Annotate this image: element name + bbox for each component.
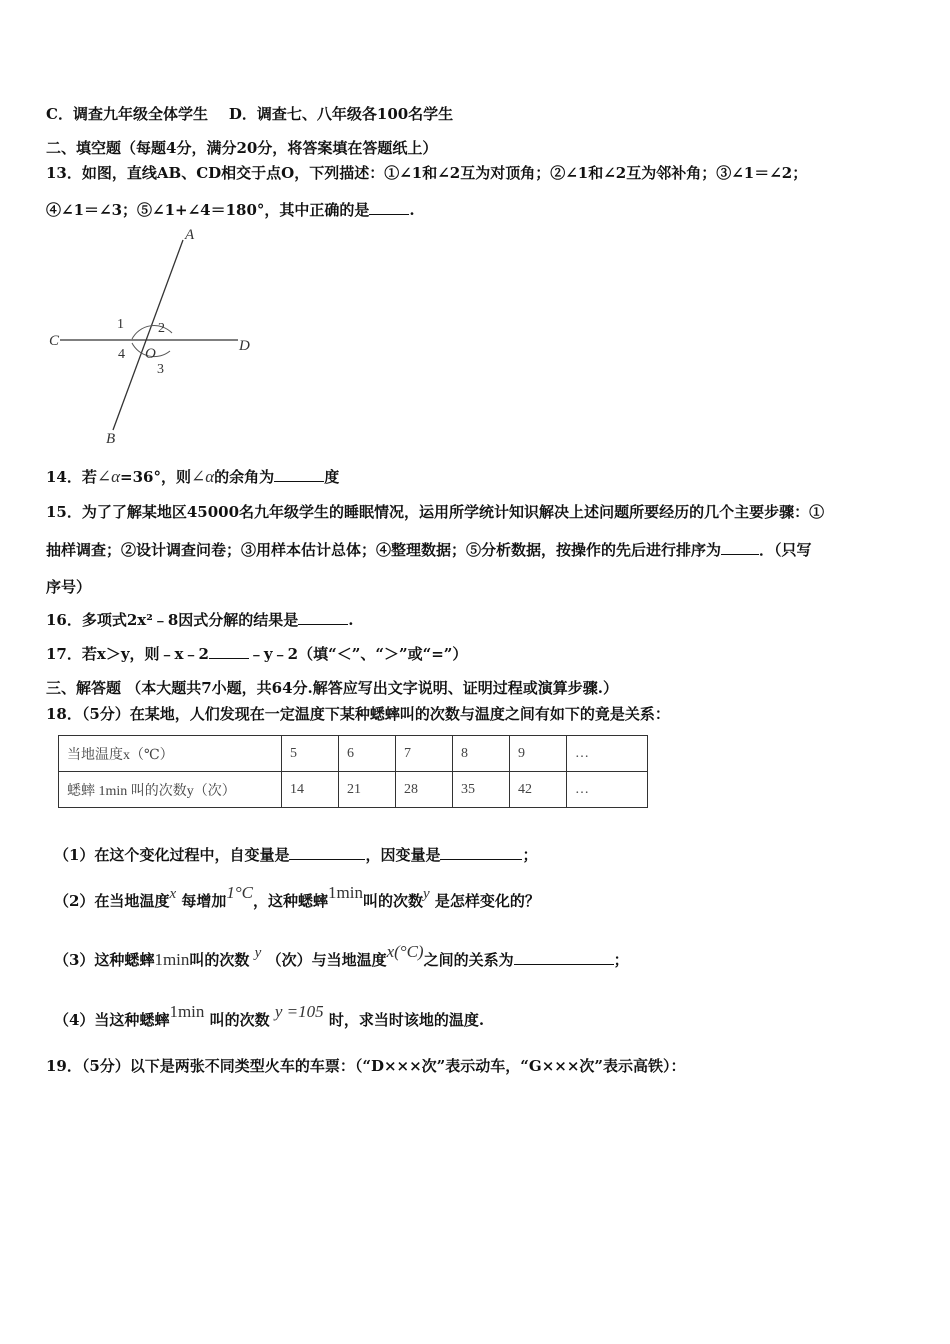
q14-alpha-1: ∠α: [96, 467, 121, 486]
q18-sub-2-prefix: （2）在当地温度: [54, 892, 170, 910]
point-c-label: C: [49, 333, 60, 349]
table-cell: 9: [510, 736, 567, 772]
table-row-1-header: 当地温度x（℃）: [59, 736, 282, 772]
table-cell: 28: [396, 772, 453, 808]
q18-sub-4-end: 时，求当时该地的温度.: [328, 1011, 485, 1029]
q17-prefix: 17．若x＞y，则﹣x﹣2: [46, 645, 209, 663]
option-c-text: 调查九年级全体学生: [72, 105, 208, 123]
point-d-label: D: [239, 338, 250, 354]
q18-sub-3-mid-2: （次）与当地温度: [266, 951, 387, 969]
q18-sub-3-blank[interactable]: [514, 950, 614, 965]
q18-sub-3-prefix: （3）这种蟋蟀: [54, 951, 155, 969]
q18-sub-2-x: x: [169, 886, 177, 902]
q18-sub-4-equation: y =105: [274, 1002, 324, 1021]
q13-line-2-text: ④∠1＝∠3；⑤∠1+∠4＝180°，其中正确的是: [46, 201, 370, 219]
table-cell: …: [567, 736, 648, 772]
angle-1-label: 1: [117, 317, 124, 332]
point-a-label: A: [185, 227, 195, 243]
q16-answer-blank[interactable]: [298, 610, 348, 625]
q17-line: [46, 644, 467, 664]
q18-sub-4-mid: 叫的次数: [209, 1011, 270, 1029]
table-cell: 42: [510, 772, 567, 808]
temperature-chirp-table: [58, 735, 648, 808]
q18-sub-1-mid: ，因变量是: [365, 846, 441, 864]
q18-sub-2-min: 1min: [328, 883, 363, 902]
table-cell: 6: [339, 736, 396, 772]
point-b-label: B: [106, 431, 116, 447]
q15-line-2: [46, 540, 812, 560]
q18-sub-2-y: y: [423, 886, 430, 902]
angle-2-label: 2: [158, 321, 165, 336]
q13-line-2: [46, 200, 415, 220]
point-o-label: O: [145, 346, 156, 362]
q13-line-1: 13．如图，直线AB、CD相交于点O，下列描述：①∠1和∠2互为对顶角；②∠1和∠2互为邻补角；③∠1＝∠2；: [46, 164, 808, 182]
q18-sub-1-end: ；: [522, 846, 538, 864]
q18-sub-3-min: 1min: [154, 950, 190, 969]
q18-sub-3: [54, 942, 629, 971]
q16-text: 16．多项式2x²﹣8因式分解的结果是: [46, 611, 299, 629]
q18-sub-4-prefix: （4）当这种蟋蟀: [54, 1011, 170, 1029]
angle-3-label: 3: [157, 362, 164, 377]
q18-sub-2-mid-2: ，这种蟋蟀: [253, 892, 329, 910]
option-c-label: C．: [46, 105, 73, 123]
q15-line-2-end: ．（只写: [759, 541, 812, 559]
q18-sub-3-end: ；: [613, 951, 629, 969]
table-cell: 14: [282, 772, 339, 808]
section-2-heading: 二、填空题（每题4分，满分20分，将答案填在答题纸上）: [46, 139, 438, 157]
q15-line-2-text: 抽样调查；②设计调查问卷；③用样本估计总体；④整理数据；⑤分析数据，按操作的先后进行排序为: [46, 541, 722, 559]
q13-line-2-end: .: [409, 201, 415, 219]
q16-line: [46, 610, 354, 630]
q18-sub-2-mid-3: 叫的次数: [362, 892, 423, 910]
q18-sub-3-mid-1: 叫的次数: [189, 951, 250, 969]
q18-sub-3-mid-3: 之间的关系为: [423, 951, 514, 969]
options-line: [46, 104, 453, 124]
q14-prefix: 14．若: [46, 468, 97, 486]
q18-sub-3-x: x(°C): [386, 942, 424, 961]
q18-sub-1-blank-a[interactable]: [289, 845, 365, 860]
table-row: [59, 772, 648, 808]
option-d-label: D．: [228, 105, 257, 123]
q13-answer-blank[interactable]: [369, 200, 409, 215]
q17-answer-blank[interactable]: [209, 644, 249, 659]
table-row-2-header: 蟋蟀 1min 叫的次数y（次）: [59, 772, 282, 808]
q18-sub-3-y: y: [254, 945, 262, 961]
table-cell: 8: [453, 736, 510, 772]
line-ab: [113, 240, 183, 430]
table-cell: 5: [282, 736, 339, 772]
q14-mid: =36°，则: [120, 468, 191, 486]
section-3-heading: 三、解答题 （本大题共7小题，共64分.解答应写出文字说明、证明过程或演算步骤.）: [46, 679, 618, 697]
q19-line: 19．（5分）以下是两张不同类型火车的车票：（“D×××次”表示动车，“G×××次”表示高铁）：: [46, 1057, 686, 1075]
arc-angle-1-2: [132, 326, 172, 339]
q18-sub-2-end: 是怎样变化的？: [434, 892, 540, 910]
q18-sub-2-mid-1: 每增加: [181, 892, 227, 910]
intersecting-lines-figure: [40, 225, 270, 450]
q18-sub-1: [54, 845, 537, 865]
q18-sub-4-min: 1min: [169, 1002, 205, 1021]
q18-sub-2: [54, 883, 540, 912]
q18-sub-2-degree: 1°C: [226, 883, 254, 902]
table-cell: 7: [396, 736, 453, 772]
q14-alpha-2: ∠α: [191, 467, 215, 486]
table-cell: 35: [453, 772, 510, 808]
q15-answer-blank[interactable]: [721, 540, 759, 555]
q14-line: [46, 467, 339, 487]
option-d-text: 调查七、八年级各100名学生: [256, 105, 454, 123]
q15-line-1: 15．为了了解某地区45000名九年级学生的睡眠情况，运用所学统计知识解决上述问题所要经历的几个主要步骤：①: [46, 503, 825, 521]
table-cell: …: [567, 772, 648, 808]
q18-sub-1-prefix: （1）在这个变化过程中，自变量是: [54, 846, 290, 864]
angle-4-label: 4: [118, 347, 125, 362]
q14-suffix: 的余角为: [214, 468, 275, 486]
q18-sub-1-blank-b[interactable]: [440, 845, 522, 860]
table-cell: 21: [339, 772, 396, 808]
q16-end: .: [348, 611, 354, 629]
q15-line-3: 序号）: [46, 578, 92, 596]
q18-sub-4: [54, 1002, 485, 1030]
q17-suffix: ﹣y﹣2（填“＜”、“＞”或“=”）: [248, 645, 468, 663]
q14-answer-blank[interactable]: [274, 467, 324, 482]
q18-intro: 18．（5分）在某地，人们发现在一定温度下某种蟋蟀叫的次数与温度之间有如下的竟是关系：: [46, 705, 670, 723]
q14-unit: 度: [324, 468, 340, 486]
table-row: [59, 736, 648, 772]
